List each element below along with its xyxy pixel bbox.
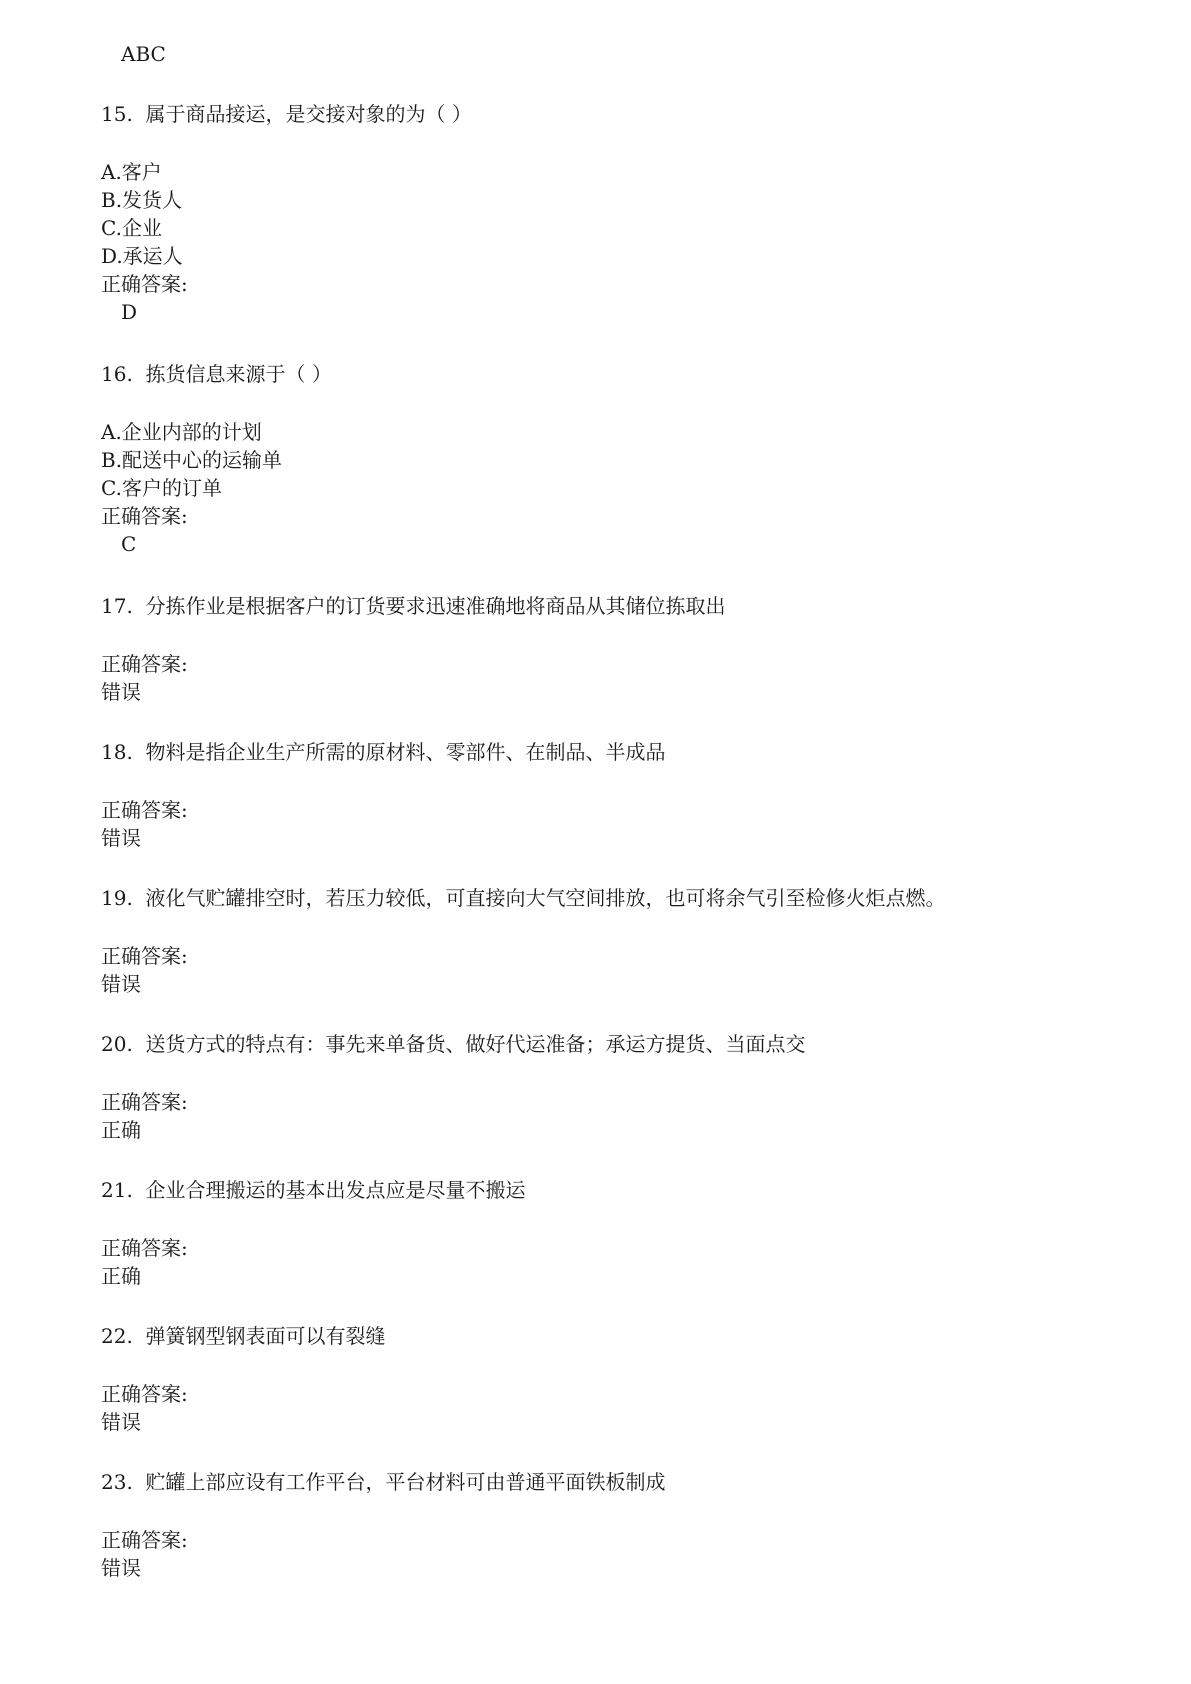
- answer-value: 错误: [101, 1556, 141, 1580]
- question-text: 贮罐上部应设有工作平台，平台材料可由普通平面铁板制成: [145, 1470, 666, 1494]
- question-text: 弹簧钢型钢表面可以有裂缝: [145, 1324, 386, 1348]
- question-23: [101, 1468, 666, 1496]
- question-16: [101, 360, 332, 388]
- answer-label: 正确答案:: [101, 798, 188, 822]
- question-text: 分拣作业是根据客户的订货要求迅速准确地将商品从其储位拣取出: [145, 594, 726, 618]
- question-17: [101, 592, 726, 620]
- answer-label: 正确答案:: [101, 1528, 188, 1552]
- question-15: [101, 100, 472, 128]
- question-text: 液化气贮罐排空时，若压力较低，可直接向大气空间排放，也可将余气引至检修火炬点燃。: [145, 886, 946, 910]
- answer-label: 正确答案:: [101, 1236, 188, 1260]
- question-number: 17.: [101, 594, 133, 618]
- question-18: [101, 738, 666, 766]
- option: C.企业: [101, 216, 162, 240]
- answer-label: 正确答案:: [101, 504, 188, 528]
- question-22: [101, 1322, 386, 1350]
- question-number: 16.: [101, 362, 133, 386]
- answer-value: 正确: [101, 1264, 141, 1288]
- answer-label: 正确答案:: [101, 944, 188, 968]
- answer-label: 正确答案:: [101, 272, 188, 296]
- answer-label: 正确答案:: [101, 652, 188, 676]
- question-text: 企业合理搬运的基本出发点应是尽量不搬运: [145, 1178, 526, 1202]
- option: A.企业内部的计划: [101, 420, 262, 444]
- question-19: [101, 884, 946, 912]
- answer-label: 正确答案:: [101, 1382, 188, 1406]
- question-number: 23.: [101, 1470, 133, 1494]
- question-text: 属于商品接运，是交接对象的为（ ）: [145, 102, 472, 126]
- answer-value: C: [121, 532, 137, 556]
- answer-value: 错误: [101, 972, 141, 996]
- answer-value: D: [121, 300, 138, 324]
- question-number: 15.: [101, 102, 133, 126]
- question-text: 拣货信息来源于（ ）: [145, 362, 332, 386]
- question-20: [101, 1030, 806, 1058]
- option: B.发货人: [101, 188, 183, 212]
- question-text: 物料是指企业生产所需的原材料、零部件、在制品、半成品: [145, 740, 666, 764]
- answer-value: 错误: [101, 826, 141, 850]
- previous-answer: ABC: [121, 42, 166, 66]
- option: A.客户: [101, 160, 162, 184]
- question-number: 19.: [101, 886, 133, 910]
- question-number: 22.: [101, 1324, 133, 1348]
- question-number: 18.: [101, 740, 133, 764]
- question-number: 21.: [101, 1178, 133, 1202]
- option: B.配送中心的运输单: [101, 448, 283, 472]
- option: C.客户的订单: [101, 476, 222, 500]
- option: D.承运人: [101, 244, 183, 268]
- question-21: [101, 1176, 526, 1204]
- answer-value: 错误: [101, 680, 141, 704]
- answer-value: 正确: [101, 1118, 141, 1142]
- answer-value: 错误: [101, 1410, 141, 1434]
- question-text: 送货方式的特点有：事先来单备货、做好代运准备；承运方提货、当面点交: [145, 1032, 806, 1056]
- question-number: 20.: [101, 1032, 133, 1056]
- answer-label: 正确答案:: [101, 1090, 188, 1114]
